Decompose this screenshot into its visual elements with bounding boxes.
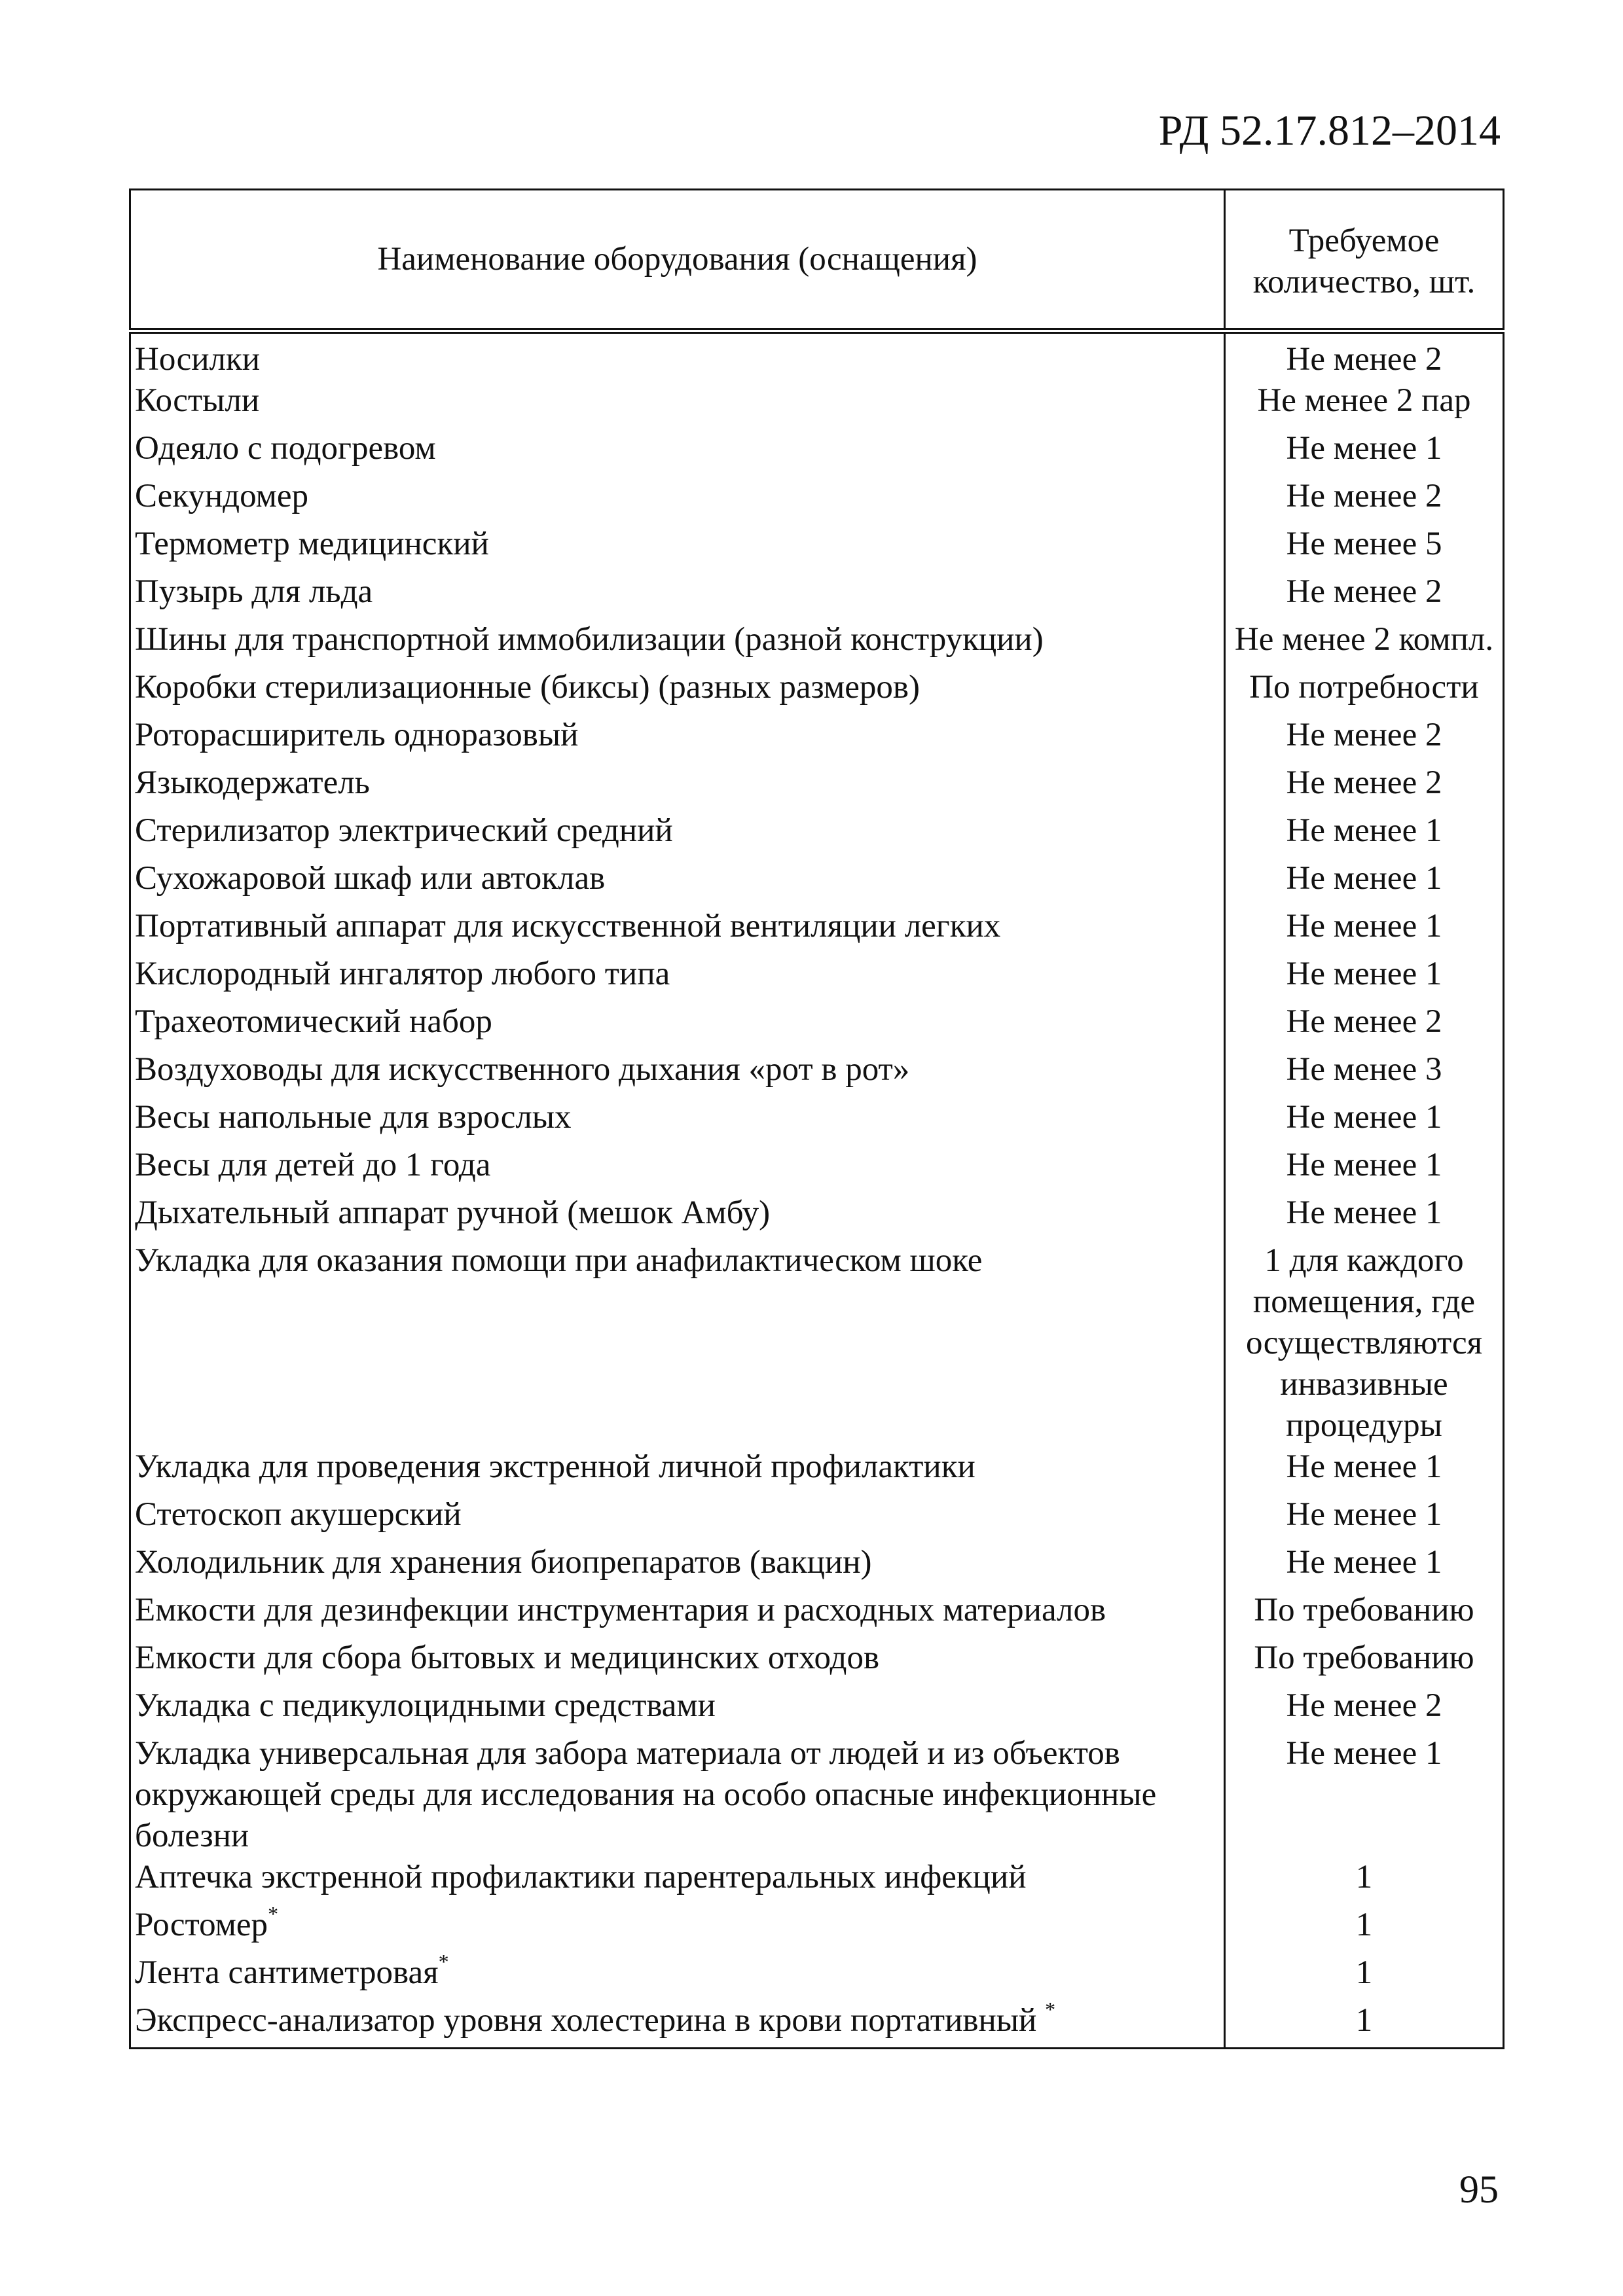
equipment-name: Термометр медицинский (135, 526, 489, 562)
equipment-name: Укладка для проведения экстренной личной профилактики (135, 1448, 976, 1485)
equipment-name: Укладка универсальная для забора материала от людей и из объектов окружающей среды для исследования на особо опасные инфекционные болезни (135, 1735, 1157, 1854)
equipment-name: Костыли (135, 382, 260, 419)
equipment-name: Укладка с педикулоцидными средствами (135, 1687, 716, 1724)
quantity-cell: Не менее 1 (1225, 1193, 1504, 1240)
equipment-name-cell (130, 762, 1225, 810)
equipment-name-cell (130, 1952, 1225, 2000)
quantity-cell: 1 для каждого помещения, где осуществляются инвазивные процедуры (1225, 1240, 1504, 1446)
quantity-cell: Не менее 2 (1225, 715, 1504, 762)
quantity-cell: Не менее 2 (1225, 331, 1504, 381)
quantity-cell: По потребности (1225, 667, 1504, 715)
equipment-name: Аптечка экстренной профилактики парентеральных инфекций (135, 1859, 1027, 1895)
footnote-mark: * (1045, 1998, 1056, 2021)
table-row (130, 524, 1504, 571)
equipment-name: Одеяло с подогревом (135, 430, 436, 467)
equipment-name: Весы для детей до 1 года (135, 1147, 491, 1183)
quantity-cell: Не менее 2 компл. (1225, 619, 1504, 667)
table-row (130, 810, 1504, 858)
equipment-name-cell (130, 667, 1225, 715)
quantity-cell: Не менее 1 (1225, 858, 1504, 906)
equipment-name-cell (130, 1145, 1225, 1193)
equipment-name: Секундомер (135, 478, 309, 514)
column-header-quantity: Требуемое количество, шт. (1225, 190, 1504, 331)
equipment-name-cell (130, 1902, 1225, 1952)
table-row (130, 428, 1504, 476)
quantity-cell: Не менее 1 (1225, 1733, 1504, 1857)
document-code: РД 52.17.812–2014 (1158, 107, 1501, 154)
quantity-cell: 1 (1225, 1952, 1504, 2000)
table-row (130, 619, 1504, 667)
table-row (130, 1952, 1504, 2000)
equipment-table (129, 188, 1504, 2049)
equipment-name-cell (130, 428, 1225, 476)
table-row (130, 1638, 1504, 1685)
equipment-name: Языкодержатель (135, 764, 370, 801)
equipment-name-cell (130, 476, 1225, 524)
table-header-row (130, 190, 1504, 331)
table-row (130, 1733, 1504, 1857)
equipment-name-cell (130, 1685, 1225, 1733)
table-row (130, 331, 1504, 381)
quantity-cell: Не менее 2 пар (1225, 380, 1504, 428)
quantity-cell: Не менее 1 (1225, 1446, 1504, 1494)
equipment-name: Воздуховоды для искусственного дыхания «рот в рот» (135, 1051, 910, 1088)
equipment-name: Носилки (135, 341, 261, 378)
equipment-name: Экспресс-анализатор уровня холестерина в крови портативный (135, 2002, 1046, 2039)
equipment-name-cell (130, 954, 1225, 1001)
equipment-name-cell (130, 524, 1225, 571)
column-header-name: Наименование оборудования (оснащения) (130, 190, 1225, 331)
table-row (130, 380, 1504, 428)
equipment-name-cell (130, 331, 1225, 381)
quantity-cell: Не менее 1 (1225, 1494, 1504, 1542)
equipment-name-cell (130, 1638, 1225, 1685)
table-body (130, 331, 1504, 2049)
equipment-name-cell (130, 1240, 1225, 1446)
equipment-name: Емкости для дезинфекции инструментария и расходных материалов (135, 1592, 1106, 1628)
equipment-name-cell (130, 715, 1225, 762)
equipment-name-cell (130, 1446, 1225, 1494)
equipment-name: Холодильник для хранения биопрепаратов (вакцин) (135, 1544, 872, 1581)
equipment-name-cell (130, 380, 1225, 428)
equipment-name: Портативный аппарат для искусственной вентиляции легких (135, 908, 1001, 944)
equipment-name-cell (130, 906, 1225, 954)
equipment-name: Шины для транспортной иммобилизации (разной конструкции) (135, 621, 1044, 658)
equipment-name: Укладка для оказания помощи при анафилактическом шоке (135, 1242, 983, 1279)
equipment-name: Дыхательный аппарат ручной (мешок Амбу) (135, 1194, 771, 1231)
equipment-name: Коробки стерилизационные (биксы) (разных размеров) (135, 669, 920, 706)
table-row (130, 1001, 1504, 1049)
equipment-name-cell (130, 571, 1225, 619)
quantity-cell: 1 (1225, 2000, 1504, 2048)
equipment-name: Стерилизатор электрический средний (135, 812, 673, 849)
quantity-cell: Не менее 2 (1225, 571, 1504, 619)
table-row (130, 715, 1504, 762)
quantity-cell: Не менее 2 (1225, 476, 1504, 524)
equipment-name: Сухожаровой шкаф или автоклав (135, 860, 606, 897)
table-row (130, 1685, 1504, 1733)
equipment-name-cell (130, 1857, 1225, 1905)
table-row (130, 1049, 1504, 1097)
quantity-cell: Не менее 1 (1225, 810, 1504, 858)
table-row (130, 906, 1504, 954)
quantity-cell: 1 (1225, 1905, 1504, 1952)
quantity-cell: Не менее 1 (1225, 1145, 1504, 1193)
quantity-cell: Не менее 3 (1225, 1049, 1504, 1097)
quantity-cell: Не менее 2 (1225, 1685, 1504, 1733)
equipment-name-cell (130, 1590, 1225, 1638)
equipment-name-cell (130, 1049, 1225, 1097)
equipment-name-cell (130, 1733, 1225, 1857)
equipment-name: Ростомер (135, 1907, 268, 1943)
table-row (130, 954, 1504, 1001)
quantity-cell: Не менее 1 (1225, 954, 1504, 1001)
equipment-name: Пузырь для льда (135, 573, 373, 610)
quantity-cell: Не менее 1 (1225, 428, 1504, 476)
table-row (130, 571, 1504, 619)
quantity-cell: 1 (1225, 1857, 1504, 1905)
equipment-name: Стетоскоп акушерский (135, 1496, 462, 1533)
table-row (130, 476, 1504, 524)
equipment-name-cell (130, 619, 1225, 667)
table-row (130, 1446, 1504, 1494)
table-row (130, 667, 1504, 715)
quantity-cell: По требованию (1225, 1638, 1504, 1685)
equipment-name: Трахеотомический набор (135, 1003, 492, 1040)
equipment-name: Весы напольные для взрослых (135, 1099, 572, 1136)
table-row (130, 1590, 1504, 1638)
equipment-name-cell (130, 858, 1225, 906)
equipment-name-cell (130, 810, 1225, 858)
table-row (130, 1857, 1504, 1905)
table-row (130, 2000, 1504, 2048)
table-row (130, 1905, 1504, 1952)
equipment-name-cell (130, 1542, 1225, 1590)
quantity-cell: Не менее 5 (1225, 524, 1504, 571)
table-row (130, 1145, 1504, 1193)
footnote-mark: * (438, 1950, 449, 1973)
table-row (130, 762, 1504, 810)
table-row (130, 858, 1504, 906)
equipment-name-cell (130, 1001, 1225, 1049)
quantity-cell: Не менее 2 (1225, 1001, 1504, 1049)
equipment-name-cell (130, 2000, 1225, 2048)
quantity-cell: Не менее 1 (1225, 1542, 1504, 1590)
quantity-cell: Не менее 1 (1225, 906, 1504, 954)
table-row (130, 1097, 1504, 1145)
footnote-mark: * (268, 1902, 279, 1926)
equipment-name: Кислородный ингалятор любого типа (135, 956, 670, 992)
equipment-name: Лента сантиметровая (135, 1954, 439, 1991)
quantity-cell: Не менее 2 (1225, 762, 1504, 810)
table-row (130, 1193, 1504, 1240)
equipment-name-cell (130, 1494, 1225, 1542)
table-row (130, 1240, 1504, 1446)
quantity-cell: Не менее 1 (1225, 1097, 1504, 1145)
quantity-cell: По требованию (1225, 1590, 1504, 1638)
equipment-name: Емкости для сбора бытовых и медицинских отходов (135, 1640, 880, 1676)
page-number: 95 (1459, 2168, 1499, 2211)
equipment-name-cell (130, 1193, 1225, 1240)
table-row (130, 1494, 1504, 1542)
equipment-name-cell (130, 1097, 1225, 1145)
equipment-name: Роторасширитель одноразовый (135, 717, 579, 753)
table-row (130, 1542, 1504, 1590)
